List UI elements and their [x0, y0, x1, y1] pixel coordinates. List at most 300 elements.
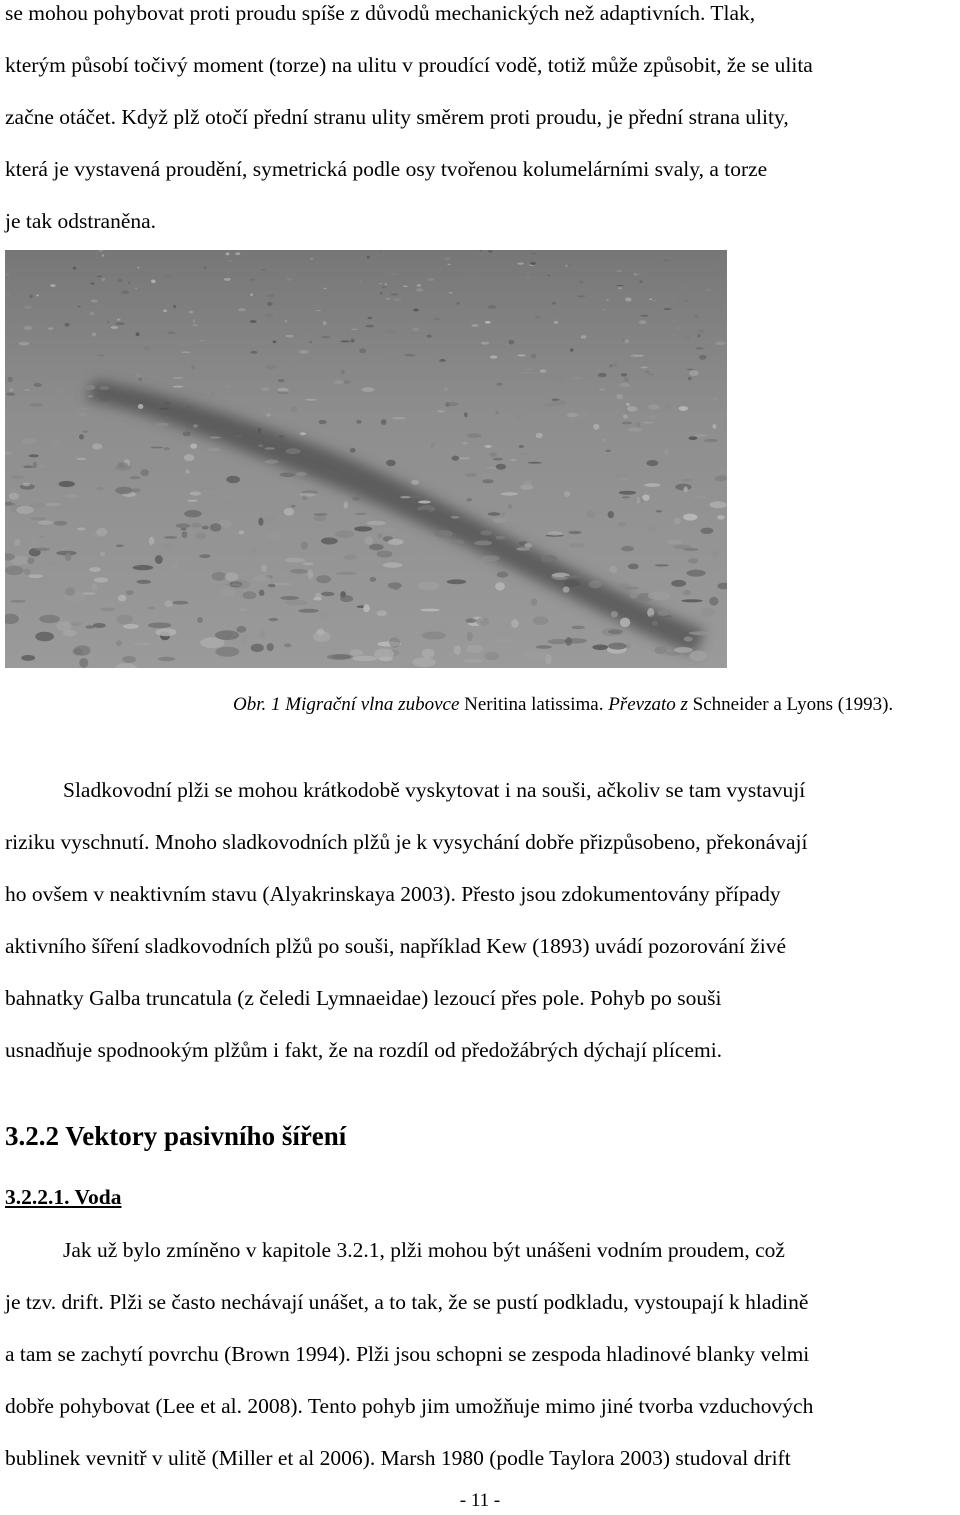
- pebble-shape: [689, 631, 713, 635]
- pebble-shape: [181, 528, 187, 531]
- pebble-shape: [524, 543, 532, 548]
- pebble-shape: [688, 558, 698, 563]
- pebble-shape: [137, 267, 139, 269]
- pebble-shape: [564, 491, 570, 497]
- pebble-shape: [628, 428, 642, 432]
- pebble-shape: [618, 287, 622, 289]
- pebble-shape: [23, 466, 34, 469]
- pebble-shape: [716, 341, 726, 345]
- pebble-shape: [344, 501, 348, 508]
- pebble-shape: [510, 459, 517, 461]
- pebble-shape: [610, 566, 617, 573]
- pebble-shape: [674, 647, 693, 653]
- pebble-shape: [681, 599, 703, 602]
- text-line: bahnatky Galba truncatula (z čeledi Lymnaeidae) lezoucí přes pole. Pohyb po souši: [5, 986, 722, 1010]
- pebble-shape: [369, 544, 384, 551]
- pebble-shape: [285, 320, 288, 322]
- pebble-shape: [172, 386, 183, 388]
- pebble-shape: [674, 518, 681, 524]
- pebble-shape: [639, 280, 642, 283]
- pebble-shape: [339, 402, 348, 407]
- pebble-shape: [94, 577, 109, 582]
- pebble-shape: [182, 531, 187, 538]
- gravel-photo-image: [5, 250, 727, 668]
- pebble-shape: [548, 531, 563, 535]
- pebble-shape: [393, 298, 401, 301]
- pebble-shape: [704, 439, 718, 442]
- text-line: Sladkovodní plži se mohou krátkodobě vyskytovat i na souši, ačkoliv se tam vystavují: [63, 778, 806, 802]
- pebble-shape: [165, 600, 173, 607]
- pebble-shape: [351, 329, 358, 331]
- pebble-shape: [565, 580, 580, 587]
- pebble-shape: [92, 443, 102, 449]
- pebble-shape: [483, 468, 497, 472]
- pebble-shape: [258, 518, 263, 526]
- pebble-shape: [199, 487, 216, 490]
- pebble-shape: [641, 315, 649, 317]
- pebble-shape: [391, 353, 398, 354]
- pebble-shape: [427, 278, 434, 281]
- text-line: usnadňuje spodnookým plžům i fakt, že na rozdíl od předožábrých dýchají plícemi.: [5, 1038, 723, 1062]
- pebble-shape: [99, 396, 111, 401]
- pebble-shape: [686, 369, 694, 370]
- pebble-shape: [628, 564, 639, 570]
- pebble-shape: [454, 645, 461, 655]
- pebble-shape: [173, 305, 176, 308]
- pebble-shape: [699, 355, 707, 360]
- pebble-shape: [253, 575, 270, 582]
- pebble-shape: [50, 440, 62, 445]
- pebble-shape: [695, 434, 708, 436]
- pebble-shape: [608, 643, 626, 650]
- pebble-shape: [695, 347, 703, 349]
- pebble-shape: [215, 647, 239, 657]
- pebble-shape: [384, 528, 396, 533]
- pebble-shape: [657, 610, 669, 616]
- pebble-shape: [386, 460, 396, 467]
- pebble-shape: [655, 564, 669, 566]
- pebble-shape: [717, 515, 725, 520]
- pebble-shape: [388, 539, 404, 545]
- pebble-shape: [181, 351, 191, 353]
- pebble-shape: [265, 364, 276, 369]
- text-line: a tam se zachytí povrchu (Brown 1994). Plži jsou schopni se zespoda hladinové blanky velmi: [5, 1342, 810, 1366]
- pebble-shape: [285, 448, 300, 454]
- pebble-shape: [277, 391, 288, 394]
- caption-species: Neritina latissima: [464, 694, 599, 715]
- pebble-shape: [495, 411, 498, 415]
- pebble-shape: [314, 597, 322, 601]
- pebble-shape: [199, 340, 205, 342]
- pebble-shape: [571, 626, 585, 630]
- pebble-shape: [683, 514, 697, 521]
- pebble-shape: [65, 494, 79, 498]
- paragraph-2: [5, 764, 955, 1076]
- pebble-shape: [183, 432, 191, 437]
- pebble-shape: [545, 403, 557, 407]
- pebble-shape: [501, 492, 518, 496]
- pebble-shape: [352, 656, 377, 661]
- pebble-shape: [156, 423, 168, 427]
- pebble-shape: [364, 536, 372, 545]
- pebble-shape: [552, 302, 556, 305]
- pebble-shape: [193, 319, 195, 322]
- pebble-shape: [310, 258, 313, 260]
- pebble-shape: [383, 562, 402, 567]
- pebble-shape: [630, 354, 640, 357]
- pebble-shape: [579, 281, 583, 284]
- pebble-shape: [239, 608, 245, 611]
- pebble-shape: [83, 430, 88, 432]
- pebble-shape: [30, 538, 37, 545]
- pebble-shape: [117, 462, 128, 467]
- pebble-shape: [147, 607, 155, 610]
- pebble-shape: [280, 596, 299, 600]
- pebble-shape: [572, 377, 584, 380]
- pebble-shape: [173, 377, 184, 379]
- pebble-shape: [196, 532, 206, 539]
- pebble-shape: [59, 481, 75, 487]
- pebble-shape: [652, 621, 658, 627]
- pebble-shape: [71, 622, 83, 626]
- pebble-shape: [269, 618, 279, 621]
- pebble-shape: [710, 501, 727, 508]
- pebble-shape: [191, 365, 195, 369]
- pebble-shape: [599, 389, 606, 391]
- pebble-shape: [265, 447, 275, 450]
- pebble-shape: [116, 640, 122, 646]
- text-line: je tak odstraněna.: [5, 209, 157, 233]
- pebble-shape: [115, 487, 132, 494]
- pebble-shape: [444, 257, 450, 260]
- pebble-shape: [493, 458, 503, 461]
- pebble-shape: [556, 319, 561, 321]
- pebble-shape: [259, 590, 265, 596]
- pebble-shape: [519, 445, 524, 448]
- pebble-shape: [706, 289, 712, 291]
- pebble-shape: [569, 531, 582, 534]
- pebble-shape: [589, 580, 602, 588]
- pebble-shape: [522, 372, 533, 374]
- pebble-shape: [602, 438, 606, 442]
- pebble-shape: [446, 402, 459, 406]
- pebble-shape: [616, 285, 624, 286]
- pebble-shape: [385, 330, 394, 334]
- pebble-shape: [639, 274, 641, 276]
- pebble-shape: [447, 579, 467, 584]
- pebble-shape: [321, 336, 330, 338]
- pebble-shape: [107, 321, 110, 323]
- pebble-shape: [367, 256, 370, 259]
- pebble-shape: [30, 295, 33, 299]
- pebble-shape: [495, 582, 505, 590]
- pebble-shape: [639, 320, 647, 324]
- pebble-shape: [286, 335, 294, 338]
- pebble-shape: [496, 464, 506, 470]
- pebble-shape: [439, 359, 445, 362]
- pebble-shape: [35, 548, 50, 551]
- pebble-shape: [445, 296, 451, 298]
- pebble-shape: [211, 392, 216, 398]
- pebble-shape: [164, 447, 170, 450]
- pebble-shape: [90, 312, 94, 316]
- pebble-shape: [336, 572, 357, 575]
- pebble-shape: [73, 267, 76, 270]
- pebble-shape: [156, 628, 177, 636]
- pebble-shape: [8, 377, 13, 383]
- pebble-shape: [100, 552, 105, 557]
- pebble-shape: [226, 476, 240, 483]
- pebble-shape: [23, 326, 32, 330]
- pebble-shape: [24, 306, 31, 310]
- text-line: aktivního šíření sladkovodních plžů po souši, například Kew (1893) uvádí pozorování živé: [5, 934, 787, 958]
- pebble-shape: [687, 570, 706, 577]
- pebble-shape: [296, 472, 307, 476]
- pebble-shape: [197, 617, 203, 623]
- pebble-shape: [684, 548, 699, 551]
- pebble-shape: [89, 567, 101, 572]
- pebble-shape: [577, 296, 585, 298]
- pebble-shape: [323, 321, 326, 325]
- pebble-shape: [136, 332, 140, 336]
- pebble-shape: [508, 504, 512, 509]
- pebble-shape: [608, 630, 623, 635]
- pebble-shape: [642, 422, 653, 424]
- pebble-shape: [186, 406, 190, 408]
- pebble-shape: [368, 317, 373, 320]
- pebble-shape: [250, 293, 253, 296]
- pebble-shape: [419, 510, 430, 513]
- pebble-shape: [251, 351, 258, 354]
- pebble-shape: [232, 580, 250, 589]
- pebble-shape: [709, 597, 718, 606]
- text-line: ho ovšem v neaktivním stavu (Alyakrinskaya 2003). Přesto jsou zdokumentovány případy: [5, 882, 781, 906]
- pebble-shape: [214, 258, 218, 259]
- pebble-shape: [321, 538, 338, 545]
- pebble-shape: [480, 530, 492, 535]
- pebble-shape: [621, 373, 627, 376]
- pebble-shape: [495, 536, 505, 540]
- text-line: Jak už bylo zmíněno v kapitole 3.2.1, plži mohou být unášeni vodním proudem, což: [63, 1238, 785, 1262]
- pebble-shape: [288, 358, 295, 363]
- pebble-shape: [518, 415, 521, 418]
- pebble-shape: [622, 496, 630, 498]
- pebble-shape: [509, 340, 515, 345]
- pebble-shape: [434, 530, 453, 537]
- pebble-shape: [474, 541, 492, 546]
- pebble-shape: [102, 278, 106, 281]
- pebble-shape: [46, 560, 55, 566]
- pebble-shape: [100, 608, 116, 611]
- pebble-shape: [567, 413, 579, 417]
- pebble-shape: [220, 588, 234, 597]
- pebble-shape: [592, 645, 608, 651]
- pebble-shape: [622, 422, 633, 425]
- pebble-shape: [409, 496, 422, 498]
- pebble-shape: [467, 447, 477, 449]
- pebble-shape: [698, 329, 705, 332]
- pebble-shape: [678, 285, 680, 287]
- pebble-shape: [133, 565, 154, 570]
- pebble-shape: [299, 350, 310, 354]
- pebble-shape: [617, 394, 623, 399]
- pebble-shape: [482, 555, 500, 561]
- pebble-shape: [675, 484, 691, 491]
- pebble-shape: [684, 337, 691, 339]
- pebble-shape: [377, 533, 383, 538]
- pebble-shape: [422, 632, 446, 640]
- pebble-shape: [79, 434, 84, 439]
- pebble-shape: [531, 354, 536, 358]
- pebble-shape: [365, 325, 374, 328]
- pebble-shape: [313, 516, 326, 522]
- pebble-shape: [466, 498, 472, 501]
- pebble-shape: [426, 335, 431, 338]
- pebble-shape: [469, 275, 475, 277]
- pebble-shape: [611, 611, 618, 617]
- pebble-shape: [300, 432, 306, 435]
- pebble-shape: [186, 469, 190, 473]
- pebble-shape: [541, 555, 557, 563]
- pebble-shape: [280, 473, 296, 478]
- pebble-shape: [517, 263, 524, 265]
- pebble-shape: [267, 295, 275, 297]
- pebble-shape: [242, 634, 248, 644]
- pebble-shape: [384, 283, 387, 285]
- pebble-shape: [636, 422, 640, 427]
- pebble-shape: [555, 376, 564, 380]
- pebble-shape: [22, 438, 36, 444]
- pebble-shape: [379, 657, 393, 662]
- pebble-shape: [86, 385, 96, 390]
- pebble-shape: [116, 545, 124, 548]
- pebble-shape: [714, 270, 720, 271]
- pebble-shape: [413, 308, 419, 311]
- pebble-shape: [622, 337, 625, 341]
- pebble-shape: [319, 610, 327, 620]
- pebble-shape: [545, 654, 551, 665]
- pebble-shape: [319, 420, 327, 424]
- pebble-shape: [467, 433, 482, 438]
- pebble-shape: [305, 399, 317, 401]
- pebble-shape: [334, 380, 345, 384]
- pebble-shape: [36, 294, 38, 296]
- pebble-shape: [187, 500, 197, 502]
- pebble-shape: [688, 377, 692, 381]
- pebble-shape: [261, 269, 266, 270]
- pebble-shape: [633, 273, 638, 276]
- pebble-shape: [420, 609, 440, 612]
- pebble-shape: [79, 658, 88, 668]
- pebble-shape: [291, 505, 295, 508]
- pebble-shape: [608, 511, 614, 518]
- pebble-shape: [88, 395, 93, 397]
- pebble-shape: [490, 355, 497, 358]
- pebble-shape: [302, 280, 304, 283]
- pebble-shape: [663, 259, 669, 262]
- caption-label: Obr. 1 Migrační vlna zubovce: [233, 694, 460, 715]
- pebble-shape: [624, 377, 629, 382]
- pebble-shape: [465, 473, 476, 477]
- pebble-shape: [713, 424, 717, 429]
- pebble-shape: [130, 476, 141, 479]
- pebble-shape: [581, 335, 587, 339]
- pebble-shape: [222, 493, 239, 501]
- pebble-shape: [135, 374, 141, 378]
- pebble-shape: [141, 469, 149, 476]
- pebble-shape: [35, 632, 54, 642]
- pebble-shape: [202, 526, 209, 530]
- pebble-shape: [386, 298, 391, 300]
- pebble-shape: [367, 521, 386, 525]
- text-line: začne otáčet. Když plž otočí přední stranu ulity směrem proti proudu, je přední strana ulity,: [5, 105, 789, 129]
- pebble-shape: [116, 614, 132, 624]
- pebble-shape: [377, 551, 393, 558]
- pebble-shape: [317, 629, 325, 636]
- pebble-shape: [500, 376, 503, 379]
- paragraph-3: [5, 1224, 955, 1484]
- pebble-shape: [488, 512, 501, 516]
- pebble-shape: [700, 608, 715, 617]
- pebble-shape: [96, 487, 104, 491]
- pebble-shape: [363, 604, 370, 612]
- pebble-shape: [27, 558, 34, 565]
- pebble-shape: [380, 251, 382, 252]
- pebble-shape: [341, 370, 345, 375]
- pebble-shape: [447, 264, 450, 265]
- pebble-shape: [602, 309, 605, 310]
- pebble-shape: [403, 286, 408, 288]
- pebble-shape: [273, 341, 277, 344]
- pebble-shape: [424, 556, 444, 560]
- pebble-shape: [93, 623, 106, 628]
- pebble-shape: [464, 412, 468, 417]
- pebble-shape: [648, 591, 671, 600]
- pebble-shape: [228, 260, 233, 262]
- pebble-shape: [528, 462, 542, 464]
- pebble-shape: [50, 284, 56, 287]
- pebble-shape: [684, 486, 688, 492]
- pebble-shape: [459, 457, 470, 459]
- pebble-shape: [279, 435, 284, 438]
- pebble-shape: [354, 526, 372, 531]
- pebble-shape: [523, 481, 532, 487]
- pebble-shape: [412, 328, 420, 332]
- pebble-shape: [587, 510, 595, 518]
- pebble-shape: [516, 547, 530, 550]
- pebble-shape: [613, 541, 622, 544]
- pebble-shape: [56, 621, 71, 631]
- pebble-shape: [418, 582, 440, 590]
- pebble-shape: [164, 416, 168, 420]
- pebble-shape: [159, 408, 170, 410]
- pebble-shape: [451, 540, 465, 545]
- pebble-shape: [682, 479, 693, 481]
- pebble-shape: [265, 460, 279, 464]
- pebble-shape: [574, 267, 576, 268]
- pebble-shape: [257, 428, 261, 434]
- pebble-shape: [644, 483, 660, 487]
- pebble-shape: [671, 300, 675, 303]
- pebble-shape: [115, 322, 124, 325]
- pebble-shape: [476, 618, 489, 626]
- pebble-shape: [251, 547, 257, 553]
- pebble-shape: [172, 601, 188, 605]
- pebble-shape: [96, 528, 107, 536]
- pebble-shape: [24, 389, 31, 391]
- pebble-shape: [57, 389, 64, 394]
- pebble-shape: [533, 616, 548, 625]
